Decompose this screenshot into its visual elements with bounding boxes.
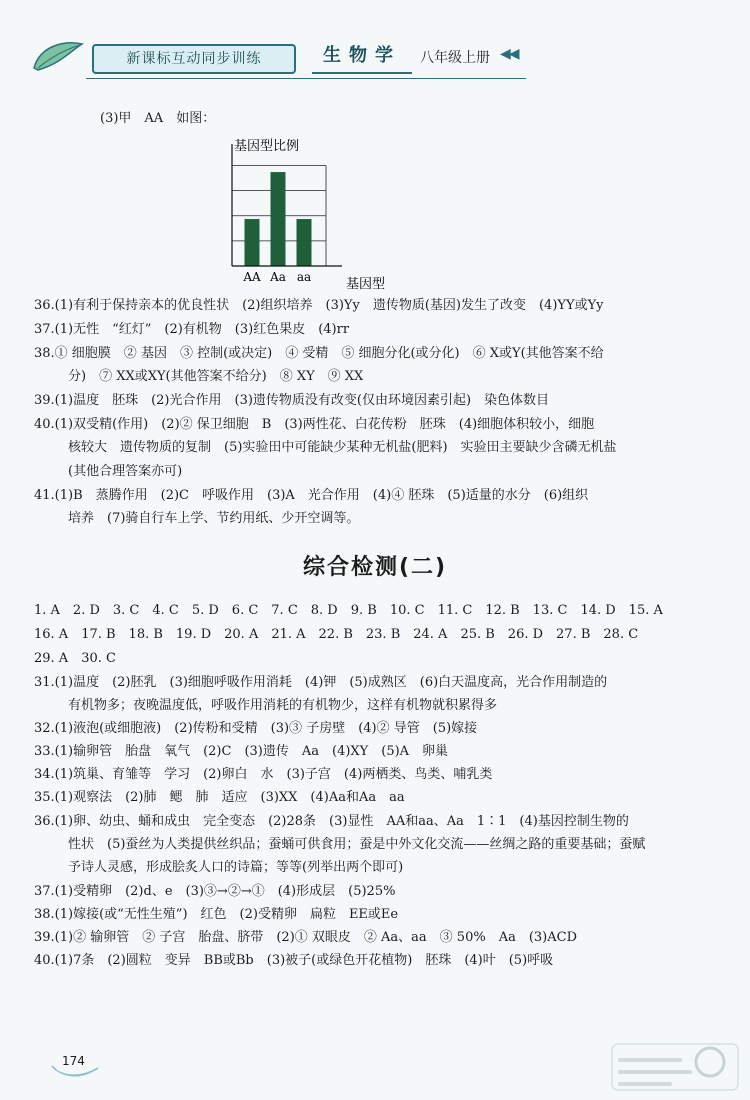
chart-bar-AA — [245, 219, 260, 266]
answer-line: 31.(1)温度 (2)胚乳 (3)细胞呼吸作用消耗 (4)钾 (5)成熟区 (6)白天温度高，光合作用制造的 — [34, 675, 608, 690]
answer-line: 36.(1)卵、幼虫、蛹和成虫 完全变态 (2)28条 (3)显性 AA和aa、Aa 1∶1 (4)基因控制生物的 — [34, 814, 629, 829]
chart-tick-labels — [242, 270, 311, 284]
watermark-logo-icon — [610, 1042, 740, 1092]
page-header — [30, 36, 550, 80]
y-axis-label: 基因型比例 — [234, 139, 300, 154]
answer-line: 39.(1)温度 胚珠 (2)光合作用 (3)遗传物质没有改变(仅由环境因素引起) 染色体数目 — [34, 393, 550, 408]
answer-line: 核较大 遗传物质的复制 (5)实验田中可能缺少某种无机盐(肥料) 实验田主要缺少含磷无机盐 — [68, 440, 617, 455]
genotype-bar-chart — [222, 136, 422, 296]
answer-line: 39.(1)② 输卵管 ② 子宫 胎盘、脐带 (2)① 双眼皮 ② Aa、aa ③ 50% Aa (3)ACD — [34, 930, 578, 945]
answer-line: 41.(1)B 蒸腾作用 (2)C 呼吸作用 (3)A 光合作用 (4)④ 胚珠 (5)适量的水分 (6)组织 — [34, 488, 589, 503]
answer-line: 性状 (5)蚕丝为人类提供丝织品；蚕蛹可供食用；蚕是中外文化交流——丝绸之路的重要基础；蚕赋 — [68, 837, 646, 852]
answer-line: 34.(1)筑巢、育雏等 学习 (2)卵白 水 (3)子宫 (4)两栖类、鸟类、哺乳类 — [34, 767, 493, 782]
chart-tick-label: AA — [243, 270, 261, 284]
answer-line: 29. A 30. C — [34, 651, 116, 666]
answer-line: (3)甲 AA 如图： — [100, 111, 216, 126]
chart-bar-aa — [297, 219, 312, 266]
answer-line: 36.(1)有利于保持亲本的优良性状 (2)组织培养 (3)Yy 遗传物质(基因)发生了改变 (4)YY或Yy — [34, 298, 604, 313]
header-rule — [86, 78, 526, 79]
answer-line: 38.① 细胞膜 ② 基因 ③ 控制(或决定) ④ 受精 ⑤ 细胞分化(或分化) ⑥ X或Y(其他答案不给 — [34, 346, 604, 361]
subject-title: 生物学 — [312, 40, 412, 74]
chart-tick-label: aa — [296, 270, 312, 284]
answer-line: 16. A 17. B 18. B 19. D 20. A 21. A 22. B 23. B 24. A 25. B 26. D 27. B 28. C — [34, 627, 639, 642]
page-number: 174 — [62, 1054, 85, 1068]
chart-tick-label: Aa — [270, 270, 286, 284]
page-corner-ornament-icon — [50, 1062, 100, 1078]
chart-bar-Aa — [271, 172, 286, 266]
answer-line: 32.(1)液泡(或细胞液) (2)传粉和受精 (3)③ 子房壁 (4)② 导管 (5)嫁接 — [34, 721, 478, 736]
answer-line: 予诗人灵感，形成脍炙人口的诗篇；等等(列举出两个即可) — [68, 860, 404, 875]
answer-line: 培养 (7)骑自行车上学、节约用纸、少开空调等。 — [68, 511, 360, 526]
answer-line: 37.(1)受精卵 (2)d、e (3)③→②→① (4)形成层 (5)25% — [34, 884, 396, 899]
answer-line: (其他合理答案亦可) — [68, 464, 183, 479]
answer-line: 33.(1)输卵管 胎盘 氧气 (2)C (3)遗传 Aa (4)XY (5)A 卵巢 — [34, 744, 449, 759]
answer-line: 40.(1)双受精(作用) (2)② 保卫细胞 B (3)两性花、白花传粉 胚珠 (4)细胞体积较小，细胞 — [34, 417, 595, 432]
series-banner: 新课标互动同步训练 — [92, 44, 296, 74]
chart-bars — [245, 172, 312, 266]
grade-label: 八年级上册 — [420, 50, 490, 66]
answer-line: 1. A 2. D 3. C 4. C 5. D 6. C 7. C 8. D 9. B 10. C 11. C 12. B 13. C 14. D 15. A — [34, 603, 663, 618]
answer-line: 35.(1)观察法 (2)肺 鳃 肺 适应 (3)XX (4)Aa和Aa aa — [34, 790, 405, 805]
leaf-logo-icon — [30, 38, 86, 76]
section-title: 综合检测(二) — [302, 555, 448, 580]
answer-line: 38.(1)嫁接(或“无性生殖”) 红色 (2)受精卵 扁粒 EE或Ee — [34, 907, 399, 922]
x-axis-label: 基因型 — [346, 277, 386, 292]
answer-line: 37.(1)无性 “红灯” (2)有机物 (3)红色果皮 (4)rr — [34, 322, 350, 337]
answer-line: 分) ⑦ XX或XY(其他答案不给分) ⑧ XY ⑨ XX — [68, 369, 364, 384]
answer-line: 40.(1)7条 (2)圆粒 变异 BB或Bb (3)被子(或绿色开花植物) 胚珠 (4)叶 (5)呼吸 — [34, 953, 554, 968]
answer-line: 有机物多；夜晚温度低，呼吸作用消耗的有机物少，这样有机物就积累得多 — [68, 698, 498, 713]
header-arrows-icon: ◀◀ — [500, 46, 518, 62]
